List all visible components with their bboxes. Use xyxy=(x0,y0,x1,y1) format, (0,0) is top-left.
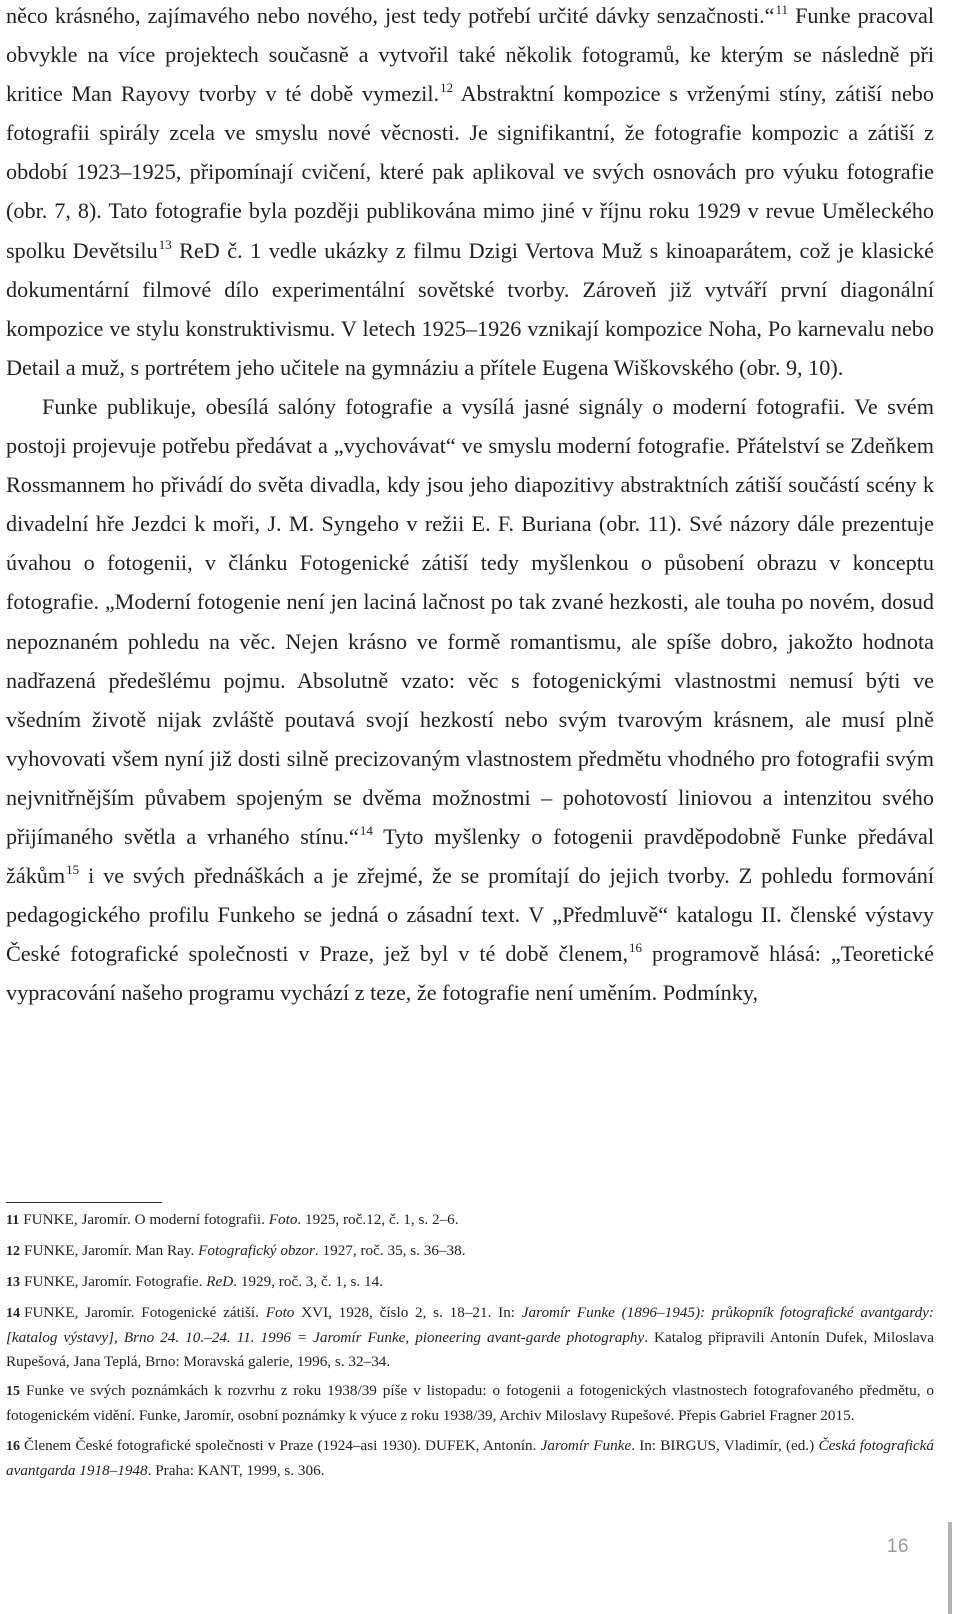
paragraph-2 xyxy=(6,387,934,1013)
footnote-text: FUNKE, Jaromír. Fotogenické zátiší. xyxy=(24,1303,266,1321)
footnote-text: Funke ve svých poznámkách k rozvrhu z roku 1938/39 píše v listopadu: o fotogenii a fotogenických vlastnostech fotografovaného předmětu, o fotogenickém vidění. Funke, Jaromír, osobní poznámky k výuce z roku 1938/39, Archiv Miloslavy Rupešové. Přepis Gabriel Fragner 2015. xyxy=(6,1382,934,1425)
footnote-text: . Praha: KANT, 1999, s. 306. xyxy=(147,1462,325,1480)
footnote-number: 11 xyxy=(6,1213,20,1228)
footnote-text: FUNKE, Jaromír. O moderní fotografii. xyxy=(23,1211,269,1228)
text-run: programově hlásá: „Teoretické vypracování našeho programu vychází z teze, že fotografie není uměním. Podmínky, xyxy=(6,941,934,1006)
footnote-number: 14 xyxy=(6,1305,20,1321)
text-run: i ve svých přednáškách a je zřejmé, že se promítají do jejich tvorby. Z pohledu formování pedagogického profilu Funkeho se jedná o zásadní text. V „Předmluvě“ katalogu II. členské výstavy České fotografické společnosti v Praze, jež byl v té době členem, xyxy=(6,863,934,967)
footnote-ref-12[interactable]: 12 xyxy=(440,80,454,96)
paragraph-1 xyxy=(6,0,934,387)
footnote-divider xyxy=(6,1202,162,1203)
text-run: Funke pracoval obvykle na více projektech současně a vytvořil také několik fotogramů, ke kterým se následně při kritice Man Rayovy tvorby v té době vymezil. xyxy=(6,3,934,107)
text-run: Abstraktní kompozice s vrženými stíny, zátiší nebo fotografii spirály zcela ve smyslu nové věcnosti. Je signifikantní, že fotografie kompozic a zátiší z období 1923–1925, připomínají cvičení, které pak aplikoval ve svých osnovách pro výuku fotografie (obr. 7, 8). Tato fotografie byla později publikována mimo jiné v říjnu roku 1929 v revue Uměleckého spolku Devětsilu xyxy=(6,81,934,263)
footnote-number: 15 xyxy=(6,1384,20,1400)
footnote-ref-16[interactable]: 16 xyxy=(629,940,643,956)
footnote-12 xyxy=(6,1239,934,1264)
footnote-text: . 1925, roč.12, č. 1, s. 2–6. xyxy=(297,1211,459,1228)
footnote-title: Foto xyxy=(268,1211,298,1228)
footnote-title: Jaromír Funke xyxy=(540,1437,632,1455)
footnote-number: 16 xyxy=(6,1439,20,1455)
footnote-text: FUNKE, Jaromír. Fotografie. xyxy=(24,1272,207,1290)
footnote-15 xyxy=(6,1379,934,1428)
footnotes xyxy=(6,1208,934,1489)
footnote-text: FUNKE, Jaromír. Man Ray. xyxy=(24,1241,199,1259)
footnote-number: 12 xyxy=(6,1243,20,1259)
text-run: ReD č. 1 vedle ukázky z filmu Dzigi Vertova Muž s kinoaparátem, což je klasické dokumentární filmové dílo experimentální sovětské tvorby. Zároveň již vytváří první diagonální kompozice ve stylu konstruktivismu. V letech 1925–1926 vznikají kompozice Noha, Po karnevalu nebo Detail a muž, s portrétem jeho učitele na gymnáziu a přítele Eugena Wiškovského (obr. 9, 10). xyxy=(6,237,934,380)
footnote-title: ReD xyxy=(206,1272,234,1290)
footnote-title: Česká fotografická avantgarda 1918–1948 xyxy=(6,1437,935,1480)
text-run: Funke publikuje, obesílá salóny fotografie a vysílá jasné signály o moderní fotografii. Ve svém postoji projevuje potřebu předávat a „vychovávat“ ve smyslu moderní fotografie. Přátelství se Zdeňkem Rossmannem ho přivádí do světa divadla, kdy jsou jeho diapozitivy abstraktních zátiší součástí scény k divadelní hře Jezdci k moři, J. M. Syngeho v režii E. F. Buriana (obr. 11). Své názory dále prezentuje úvahou o fotogenii, v článku Fotogenické zátiší tedy myšlenkou o působení obrazu v konceptu fotografie. „Moderní fotogenie není jen laciná lačnost po tak zvané hezkosti, ale touha po novém, dosud nepoznaném pohledu na věc. Nejen krásno ve formě romantismu, ale spíše dobro, jakožto hodnota nadřazená předešlému pojmu. Absolutně vzato: věc s fotogenickými vlastnostmi nemusí býti ve všedním životě nijak zvláště poutavá svojí hezkostí nebo svým tvarovým krásnem, ale musí plně vyhovovati všem nyní již dosti silně precizovaným vlastnostem předmětu vhodného pro fotografii svým nejvnitřnějším půvabem spojeným se dvěma možnostmi – pohotovostí liniovou a intenzitou svého přijímaného světla a vrhaného stínu.“ xyxy=(6,393,934,849)
body-text xyxy=(6,0,934,1012)
footnote-ref-13[interactable]: 13 xyxy=(158,236,172,252)
footnote-13 xyxy=(6,1270,934,1295)
footnote-text: Členem České fotografické společnosti v Praze (1924–asi 1930). DUFEK, Antonín. xyxy=(24,1437,541,1455)
footnote-16 xyxy=(6,1434,934,1483)
footnote-text: . 1927, roč. 35, s. 36–38. xyxy=(314,1241,466,1259)
footnote-number: 13 xyxy=(6,1274,20,1290)
text-run: Tyto myšlenky o fotogenii pravděpodobně Funke předával žákům xyxy=(6,823,934,889)
text-run: něco krásného, zajímavého nebo nového, jest tedy potřebí určité dávky senzačnosti.“ xyxy=(6,3,775,28)
footnote-title: Fotografický obzor xyxy=(198,1241,315,1259)
footnote-11 xyxy=(6,1208,934,1233)
footnote-title: Foto xyxy=(265,1303,295,1321)
footnote-14 xyxy=(6,1301,934,1374)
page-edge-bar xyxy=(948,1522,952,1614)
footnote-text: . Katalog připravili Antonín Dufek, Miloslava Rupešová, Jana Teplá, Brno: Moravská galerie, 1996, s. 32–34. xyxy=(6,1328,935,1370)
footnote-ref-15[interactable]: 15 xyxy=(66,862,80,878)
footnote-text: . In: BIRGUS, Vladimír, (ed.) xyxy=(631,1437,819,1455)
page-number: 16 xyxy=(886,1536,909,1557)
footnote-text: . 1929, roč. 3, č. 1, s. 14. xyxy=(233,1272,383,1290)
footnote-ref-14[interactable]: 14 xyxy=(359,822,373,838)
footnote-text: XVI, 1928, číslo 2, s. 18–21. In: xyxy=(294,1303,522,1321)
footnote-ref-11[interactable]: 11 xyxy=(775,2,789,17)
footnote-title: Jaromír Funke (1896–1945): průkopník fotografické avantgardy: [katalog výstavy], Brno 24. 10.–24. 11. 1996 = Jaromír Funke, pioneering avant-garde photography xyxy=(6,1303,934,1346)
